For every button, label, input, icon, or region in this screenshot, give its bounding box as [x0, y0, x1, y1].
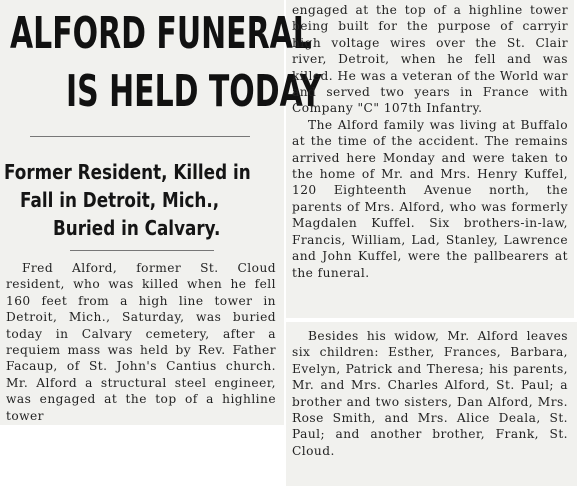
deck-line-3: Buried in Calvary. [53, 216, 221, 240]
article-survivors-paragraph: Besides his widow, Mr. Alford leaves six children: Esther, Frances, Barbara, Evelyn, Patrick and Theresa; his parents, Mr. and Mrs. Charles Alford, St. Paul; a brother and two sisters, Dan Alford, Mrs. Rose Smith, and Mrs. Alice Deala, St. Paul; and another brother, Frank, St. Cloud. [292, 329, 568, 458]
headline-line-1: ALFORD FUNERAL [10, 8, 312, 59]
headline-line-2: IS HELD TODAY [66, 66, 322, 117]
deck-line-2: Fall in Detroit, Mich., [20, 188, 220, 212]
article-body-right-bottom [292, 328, 568, 459]
article-lead-paragraph: Fred Alford, former St. Cloud resident, who was killed when he fell 160 feet from a high line tower in Detroit, Mich., Saturday, was buried today in Calvary cemetery, after a requiem mass was held by Rev. Father Facaup, of St. John's Cantius church. Mr. Alford a structural steel engineer, was engaged at the top of a highline tower [6, 261, 276, 423]
headline-divider [30, 136, 250, 137]
deck-divider [70, 250, 214, 251]
deck-line-1: Former Resident, Killed in [4, 160, 251, 184]
article-continuation-paragraph: engaged at the top of a highline tower being built for the purpose of carryir high voltage wires over the St. Clair river, Detroit, when he fell and was killed. He was a veteran of the World war and served two years in France with Company "C" 107th Infantry. [292, 3, 568, 116]
article-body-left [6, 260, 276, 424]
article-family-paragraph: The Alford family was living at Buffalo at the time of the accident. The remains arrived here Monday and were taken to the home of Mr. and Mrs. Henry Kuffel, 120 Eighteenth Avenue north, the parents of Mrs. Alford, who was formerly Magdalen Kuffel. Six brothers-in-law, Francis, William, Lad, Stanley, Lawrence and John Kuffel, were the pallbearers at the funeral. [292, 117, 568, 280]
article-body-right-top [292, 2, 568, 281]
